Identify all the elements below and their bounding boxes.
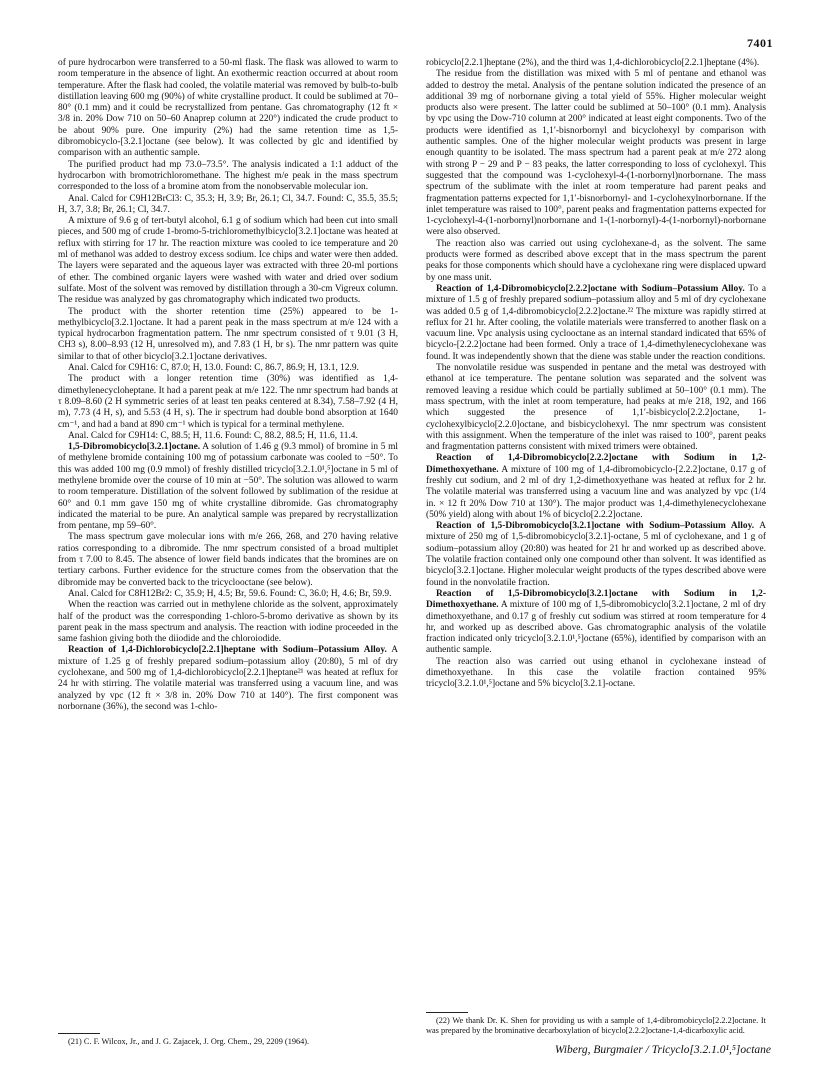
paragraph-text: The residue from the distillation was mixed with 5 ml of pentane and ethanol was added to destroy the metal. Analysis of the pentane solution indicated the presence of an additional 39 mg of norbornane giving a total yield of 55%. Higher molecular weight products also were present. The latter could be sublimed at 50–100° (0.1 mm). Analysis by vpc using the Dow-710 column at 200° indicated at least eight components. Two of the products were identified as 1,1′-bisnorbornyl and bicyclohexyl by comparison with authentic samples. One of the higher molecular weight products was present in large enough quantity to be isolated. The mass spectrum had a parent peak at m/e 272 along with strong P − 29 and P − 83 peaks, the latter corresponding to loss of cyclohexyl. This suggested that the compound was 1-cyclohexyl-4-(1-norbornyl)norbornane. The mass spectrum of the sublimate with the inlet at room temperature had parent peaks and fragmentation patterns expected for 1,1′-bisnorbornyl- and 1-cyclohexylnorbornane. If the inlet temperature was raised to 100°, parent peaks and fragmentation patterns expected for 1-cyclohexyl-4-(1-norbornyl)norbornane and 1-(1-norbornyl)-4-(1-norbornyl)-norbornane were also observed. — [426, 69, 766, 238]
section-heading: Reaction of 1,4-Dibromobicyclo[2.2.2]octane with Sodium in 1,2-Dimethoxyethane. — [426, 453, 766, 475]
section-heading: Reaction of 1,4-Dichlorobicyclo[2.2.1]heptane with Sodium–Potassium Alloy. — [68, 645, 387, 656]
paragraph-text: robicyclo[2.2.1]heptane (2%), and the third was 1,4-dichlorobicyclo[2.2.1]heptane (4%). — [426, 58, 760, 68]
paragraph — [58, 431, 398, 442]
paragraph-text: A mixture of 100 mg of 1,4-dibromobicyclo-[2.2.2]octane, 0.17 g of freshly cut sodium, and 2 ml of dry 1,2-dimethoxyethane was heated at reflux for 2 hr. The volatile material was transferred using a vacuum line and was analyzed by vpc (1/4 in. × 12 ft 20% Dow 710 at 130°). The major product was 1,4-dimethylenecyclohexane (50% yield) along with about 1% of bicyclo[2.2.2]octane. — [426, 464, 766, 520]
page-number: 7401 — [747, 36, 773, 50]
paragraph-text: A mixture of 100 mg of 1,5-dibromobicyclo[3.2.1]octane, 2 ml of dry dimethoxyethane, and 0.17 g of freshly cut sodium was stirred at room temperature for 4 hr, and worked up as described above. Gas chromatographic analysis of the volatile fraction indicated only tricyclo[3.2.1.0¹,⁵]octane (65%), identified by comparison with an authentic sample. — [426, 600, 766, 656]
paragraph-text: A mixture of 250 mg of 1,5-dibromobicyclo[3.2.1]-octane, 5 ml of cyclohexane, and 1 g of sodium–potassium alloy (20:80) was heated for 21 hr and worked up as described above. The volatile fraction contained only one compound other than solvent. It was identified as bicyclo[3.2.1]octane. Higher molecular weight products of the types described above were found in the nonvolatile fraction. — [426, 521, 766, 588]
paragraph — [58, 307, 398, 363]
running-footer: Wiberg, Burgmaier / Tricyclo[3.2.1.0¹,⁵]octane — [554, 1044, 771, 1056]
paragraph — [58, 194, 398, 217]
paragraph — [58, 58, 398, 160]
paragraph-text: Anal. Calcd for C9H14: C, 88.5; H, 11.6. Found: C, 88.2, 88.5; H, 11.6, 11.4. — [68, 430, 358, 441]
paragraph-text: Anal. Calcd for C9H16: C, 87.0; H, 13.0. Found: C, 86.7, 86.9; H, 13.1, 12.9. — [68, 363, 359, 374]
paragraph-text: When the reaction was carried out in methylene chloride as the solvent, approximately half of the product was the corresponding 1-chloro-5-bromo derivative as shown by its parent peak in the mass spectrum and analysis. The reaction with iodine proceeded in the same fashion giving both the diiodide and the chloroiodide. — [58, 600, 398, 645]
paragraph — [58, 216, 398, 306]
section-heading: Reaction of 1,4-Dibromobicyclo[2.2.2]octane with Sodium–Potassium Alloy. — [436, 283, 745, 294]
paragraph-text: The purified product had mp 73.0–73.5°. The analysis indicated a 1:1 adduct of the hydrocarbon with bromotrichloromethane. The highest m/e peak in the mass spectrum corresponded to the loss of a bromine atom from the nonobservable molecular ion. — [58, 159, 398, 193]
paragraph — [58, 442, 398, 532]
paragraph-text: Anal. Calcd for C9H12BrCl3: C, 35.3; H, 3.9; Br, 26.1; Cl, 34.7. Found: C, 35.5, 35.5; H, 3.7, 3.8; Br, 26.1; Cl, 34.7. — [58, 193, 398, 215]
section-heading: Reaction of 1,5-Dibromobicyclo[3.2.1]octane with Sodium in 1,2-Dimethoxyethane. — [426, 588, 766, 611]
paragraph — [426, 239, 766, 284]
paragraph-text: A solution of 1.46 g (9.3 mmol) of bromine in 5 ml of methylene bromide containing 100 mg of potassium carbonate was cooled to −50°. To this was added 100 mg (0.9 mmol) of freshly distilled tricyclo[3.2.1.0¹,⁵]octane in 5 ml of methylene bromide over the course of 10 min at −50°. The solution was allowed to warm to room temperature. Distillation of the solvent followed by sublimation of the residue at 60° and 0.1 mm gave 150 mg of white crystalline dibromide. Gas chromatography indicated the material to be pure. An analytical sample was prepared by recrystallization from pentane, mp 59–60°. — [58, 442, 398, 532]
paragraph-text: of pure hydrocarbon were transferred to a 50-ml flask. The flask was allowed to warm to room temperature in the absence of light. An exothermic reaction occurred at about room temperature. After the flask had cooled, the volatile material was removed by bulb-to-bulb distillation leaving 600 mg (90%) of white crystalline product. It could be sublimed at 70–80° (0.1 mm) and it could be recrystallized from pentane. Gas chromatography (12 ft × 3/8 in. 20% Dow 710 on 50–60 Anaprep column at 220°) indicated the crude product to be about 90% pure. One impurity (2%) had the same retention time as 1,5-dibromobicyclo-[3.2.1]octane (see below). It was collected by glc and identified by comparison with an authentic sample. — [58, 58, 398, 159]
section-heading: 1,5-Dibromobicyclo[3.2.1]octane. — [68, 442, 201, 453]
paragraph — [58, 600, 398, 645]
paragraph-text: The reaction also was carried out using cyclohexane-d₁ as the solvent. The same products were formed as described above except that in the mass spectrum the parent peaks for those components which should have a cyclohexane ring were displaced upward by one mass unit. — [426, 238, 766, 283]
paragraph — [426, 284, 766, 363]
paragraph — [58, 160, 398, 194]
paragraph-text: The mass spectrum gave molecular ions with m/e 266, 268, and 270 having relative ratios corresponding to a dibromide. The nmr spectrum consisted of a broad multiplet from τ 7.00 to 8.45. The absence of lower field bands indicates that the bromines are on tertiary carbons. Further evidence for the structure comes from the observation that the dibromide may be converted back to the tricyclooctane (see below). — [58, 532, 398, 588]
paragraph-text: The product with the shorter retention time (25%) appeared to be 1-methylbicyclo[3.2.1]octane. It had a parent peak in the mass spectrum at m/e 124 with a typical hydrocarbon fragmentation pattern. The nmr spectrum consisted of τ 9.01 (3 H, CH3 s), 8.00–8.93 (12 H, unresolved m), and 7.83 (1 H, br s). The nmr pattern was quite similar to that of other bicyclo[3.2.1]octane derivatives. — [58, 306, 398, 362]
footnote-22: (22) We thank Dr. K. Shen for providing us with a sample of 1,4-dibromobicyclo[2.2.2]octane. It was prepared by the brominative decarboxylation of bicyclo[2.2.2]octane-1,4-dicarboxylic acid. — [426, 1016, 766, 1035]
section-heading: Reaction of 1,5-Dibromobicyclo[3.2.1]octane with Sodium–Potassium Alloy. — [436, 521, 755, 532]
paragraph — [58, 589, 398, 600]
paragraph-text: To a mixture of 1.5 g of freshly prepared sodium–potassium alloy and 5 ml of dry cyclohexane was added 0.5 g of 1,4-dibromobicyclo[2.2.2]octane.²² The mixture was rapidly stirred at reflux for 21 hr. After cooling, the volatile materials were transferred to another flask on a vacuum line. Vpc analysis using cyclooctane as an internal standard indicated that 65% of bicyclo-[2.2.2]octane had been formed. Only a trace of 1,4-dimethylenecyclohexane was found. It was independently shown that the diene was stable under the reaction conditions. — [426, 283, 766, 362]
paragraph — [58, 374, 398, 430]
paragraph — [58, 532, 398, 588]
paragraph — [426, 58, 766, 69]
right-column — [426, 58, 766, 691]
left-column — [58, 58, 398, 713]
paragraph-text: The product with a longer retention time (30%) was identified as 1,4-dimethylenecycloheptane. It had a parent peak at m/e 122. The nmr spectrum had bands at τ 8.09–8.60 (2 H symmetric series of at least ten peaks centered at 8.34), 7.58–7.92 (4 H, m), 7.73 (4 H, s), and 5.53 (4 H, s). The ir spectrum had double bond absorption at 1640 cm⁻¹, and had a band at 890 cm⁻¹ which is typical for a terminal methylene. — [58, 374, 398, 430]
paragraph — [426, 69, 766, 238]
paragraph — [426, 363, 766, 453]
paragraph — [58, 645, 398, 713]
paragraph — [58, 363, 398, 374]
paragraph — [426, 453, 766, 521]
paragraph-text: The nonvolatile residue was suspended in pentane and the metal was destroyed with ethanol at ice temperature. The pentane solution was separated and the solvent was removed leaving a residue which could be partially sublimed at 50–100° (0.1 mm). The mass spectrum, with the inlet at room temperature, had peaks at m/e 218, 192, and 166 which suggested the presence of 1,1′-bisbicyclo[2.2.2]octane, 1-cyclohexylbicyclo[2.2.0]octane, and bisbicyclohexyl. The nmr spectrum was consistent with this assignment. When the temperature of the inlet was raised to 100°, parent peaks and fragmentation patterns consistent with mixed trimers were obtained. — [426, 363, 766, 453]
paragraph — [426, 657, 766, 691]
footnote-21: (21) C. F. Wilcox, Jr., and J. G. Zajacek, J. Org. Chem., 29, 2209 (1964). — [68, 1037, 310, 1046]
paragraph-text: Anal. Calcd for C8H12Br2: C, 35.9; H, 4.5; Br, 59.6. Found: C, 36.0; H, 4.6; Br, 59.9. — [68, 588, 392, 599]
footnote-rule-right — [426, 1012, 468, 1013]
paragraph-text: A mixture of 9.6 g of tert-butyl alcohol, 6.1 g of sodium which had been cut into small pieces, and 500 mg of crude 1-bromo-5-trichloromethylbicyclo[3.2.1]octane was heated at reflux with stirring for 17 hr. The reaction mixture was cooled to ice temperature and 20 ml of methanol was added to destroy excess sodium. Ice chips and water were then added. The layers were separated and the aqueous layer was extracted with three 20-ml portions of ether. The combined organic layers were washed with water and dried over sodium sulfate. Most of the solvent was removed by distillation through a 30-cm Vigreux column. The residue was analyzed by gas chromatography which indicated two products. — [58, 216, 398, 306]
footnote-rule-left — [58, 1033, 100, 1034]
paragraph-text: A mixture of 1.25 g of freshly prepared sodium–potassium alloy (20:80), 5 ml of dry cyclohexane, and 500 mg of 1,4-dichlorobicyclo[2.2.1]heptane²¹ was heated at reflux for 24 hr with stirring. The volatile material was transferred using a vacuum line, and was analyzed by vpc (12 ft × 3/8 in. 20% Dow 710 at 140°). The first component was norbornane (36%), the second was 1-chlo- — [58, 645, 398, 712]
paragraph — [426, 589, 766, 657]
paragraph-text: The reaction also was carried out using ethanol in cyclohexane instead of dimethoxyethane. In this case the volatile fraction contained 95% tricyclo[3.2.1.0¹,⁵]octane and 5% bicyclo[3.2.1]-octane. — [426, 656, 766, 690]
paragraph — [426, 521, 766, 589]
